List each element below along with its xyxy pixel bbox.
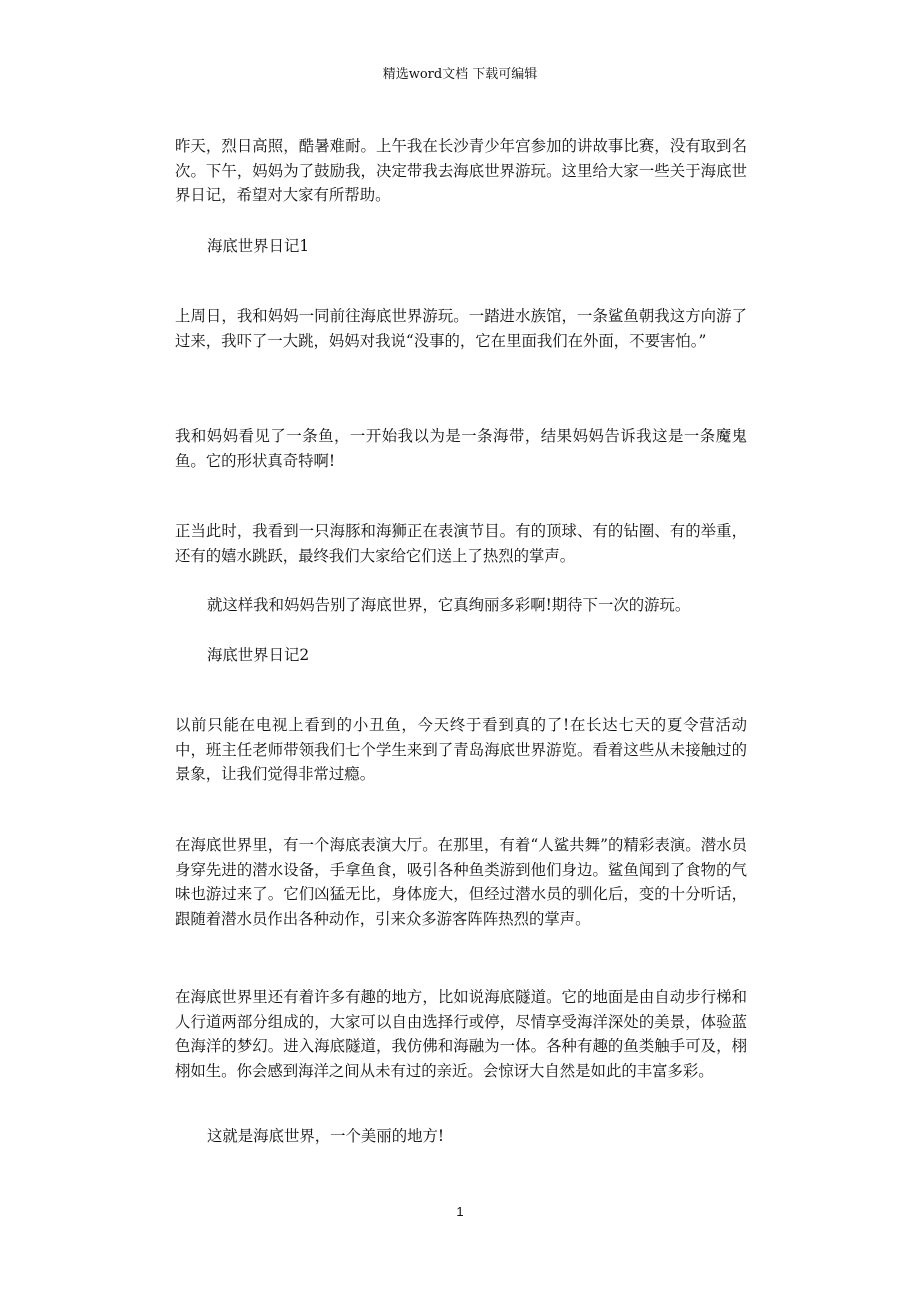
- diary1-paragraph-4: 就这样我和妈妈告别了海底世界，它真绚丽多彩啊!期待下一次的游玩。: [207, 596, 691, 614]
- intro-paragraph: 昨天，烈日高照，酷暑难耐。上午我在长沙青少年宫参加的讲故事比赛，没有取到名次。下午，妈妈为了鼓励我，决定带我去海底世界游玩。这里给大家一些关于海底世界日记，希望对大家有所帮助。: [175, 137, 747, 204]
- diary2-title: 海底世界日记2: [207, 646, 310, 664]
- diary1-title: 海底世界日记1: [207, 237, 310, 255]
- diary2-paragraph-3: 在海底世界里还有着许多有趣的地方，比如说海底隧道。它的地面是由自动步行梯和人行道两部分组成的，大家可以自由选择行或停，尽情享受海洋深处的美景，体验蓝色海洋的梦幻。进入海底隧道，我仿佛和海融为一体。各种有趣的鱼类触手可及，栩栩如生。你会感到海洋之间从未有过的亲近。会惊讶大自然是如此的丰富多彩。: [175, 988, 747, 1080]
- page-number: 1: [456, 1204, 464, 1219]
- diary1-paragraph-2: 我和妈妈看见了一条鱼，一开始我以为是一条海带，结果妈妈告诉我这是一条魔鬼鱼。它的形状真奇特啊!: [175, 427, 747, 470]
- diary1-paragraph-1: 上周日，我和妈妈一同前往海底世界游玩。一踏进水族馆，一条鲨鱼朝我这方向游了过来，我吓了一大跳，妈妈对我说“没事的，它在里面我们在外面，不要害怕。”: [175, 307, 747, 350]
- page-header: 精选word文档 下载可编辑: [382, 67, 538, 82]
- diary2-paragraph-2: 在海底世界里，有一个海底表演大厅。在那里，有着“人鲨共舞”的精彩表演。潜水员身穿先进的潜水设备，手拿鱼食，吸引各种鱼类游到他们身边。鲨鱼闻到了食物的气味也游过来了。它们凶猛无比，身体庞大，但经过潜水员的驯化后，变的十分听话，跟随着潜水员作出各种动作，引来众多游客阵阵热烈的掌声。: [175, 836, 747, 928]
- diary2-paragraph-4: 这就是海底世界，一个美丽的地方!: [207, 1127, 445, 1145]
- diary2-paragraph-1: 以前只能在电视上看到的小丑鱼，今天终于看到真的了!在长达七天的夏令营活动中，班主任老师带领我们七个学生来到了青岛海底世界游览。看着这些从未接触过的景象，让我们觉得非常过瘾。: [175, 716, 747, 783]
- diary1-paragraph-3: 正当此时，我看到一只海豚和海狮正在表演节目。有的顶球、有的钻圈、有的举重，还有的嬉水跳跃，最终我们大家给它们送上了热烈的掌声。: [175, 522, 747, 565]
